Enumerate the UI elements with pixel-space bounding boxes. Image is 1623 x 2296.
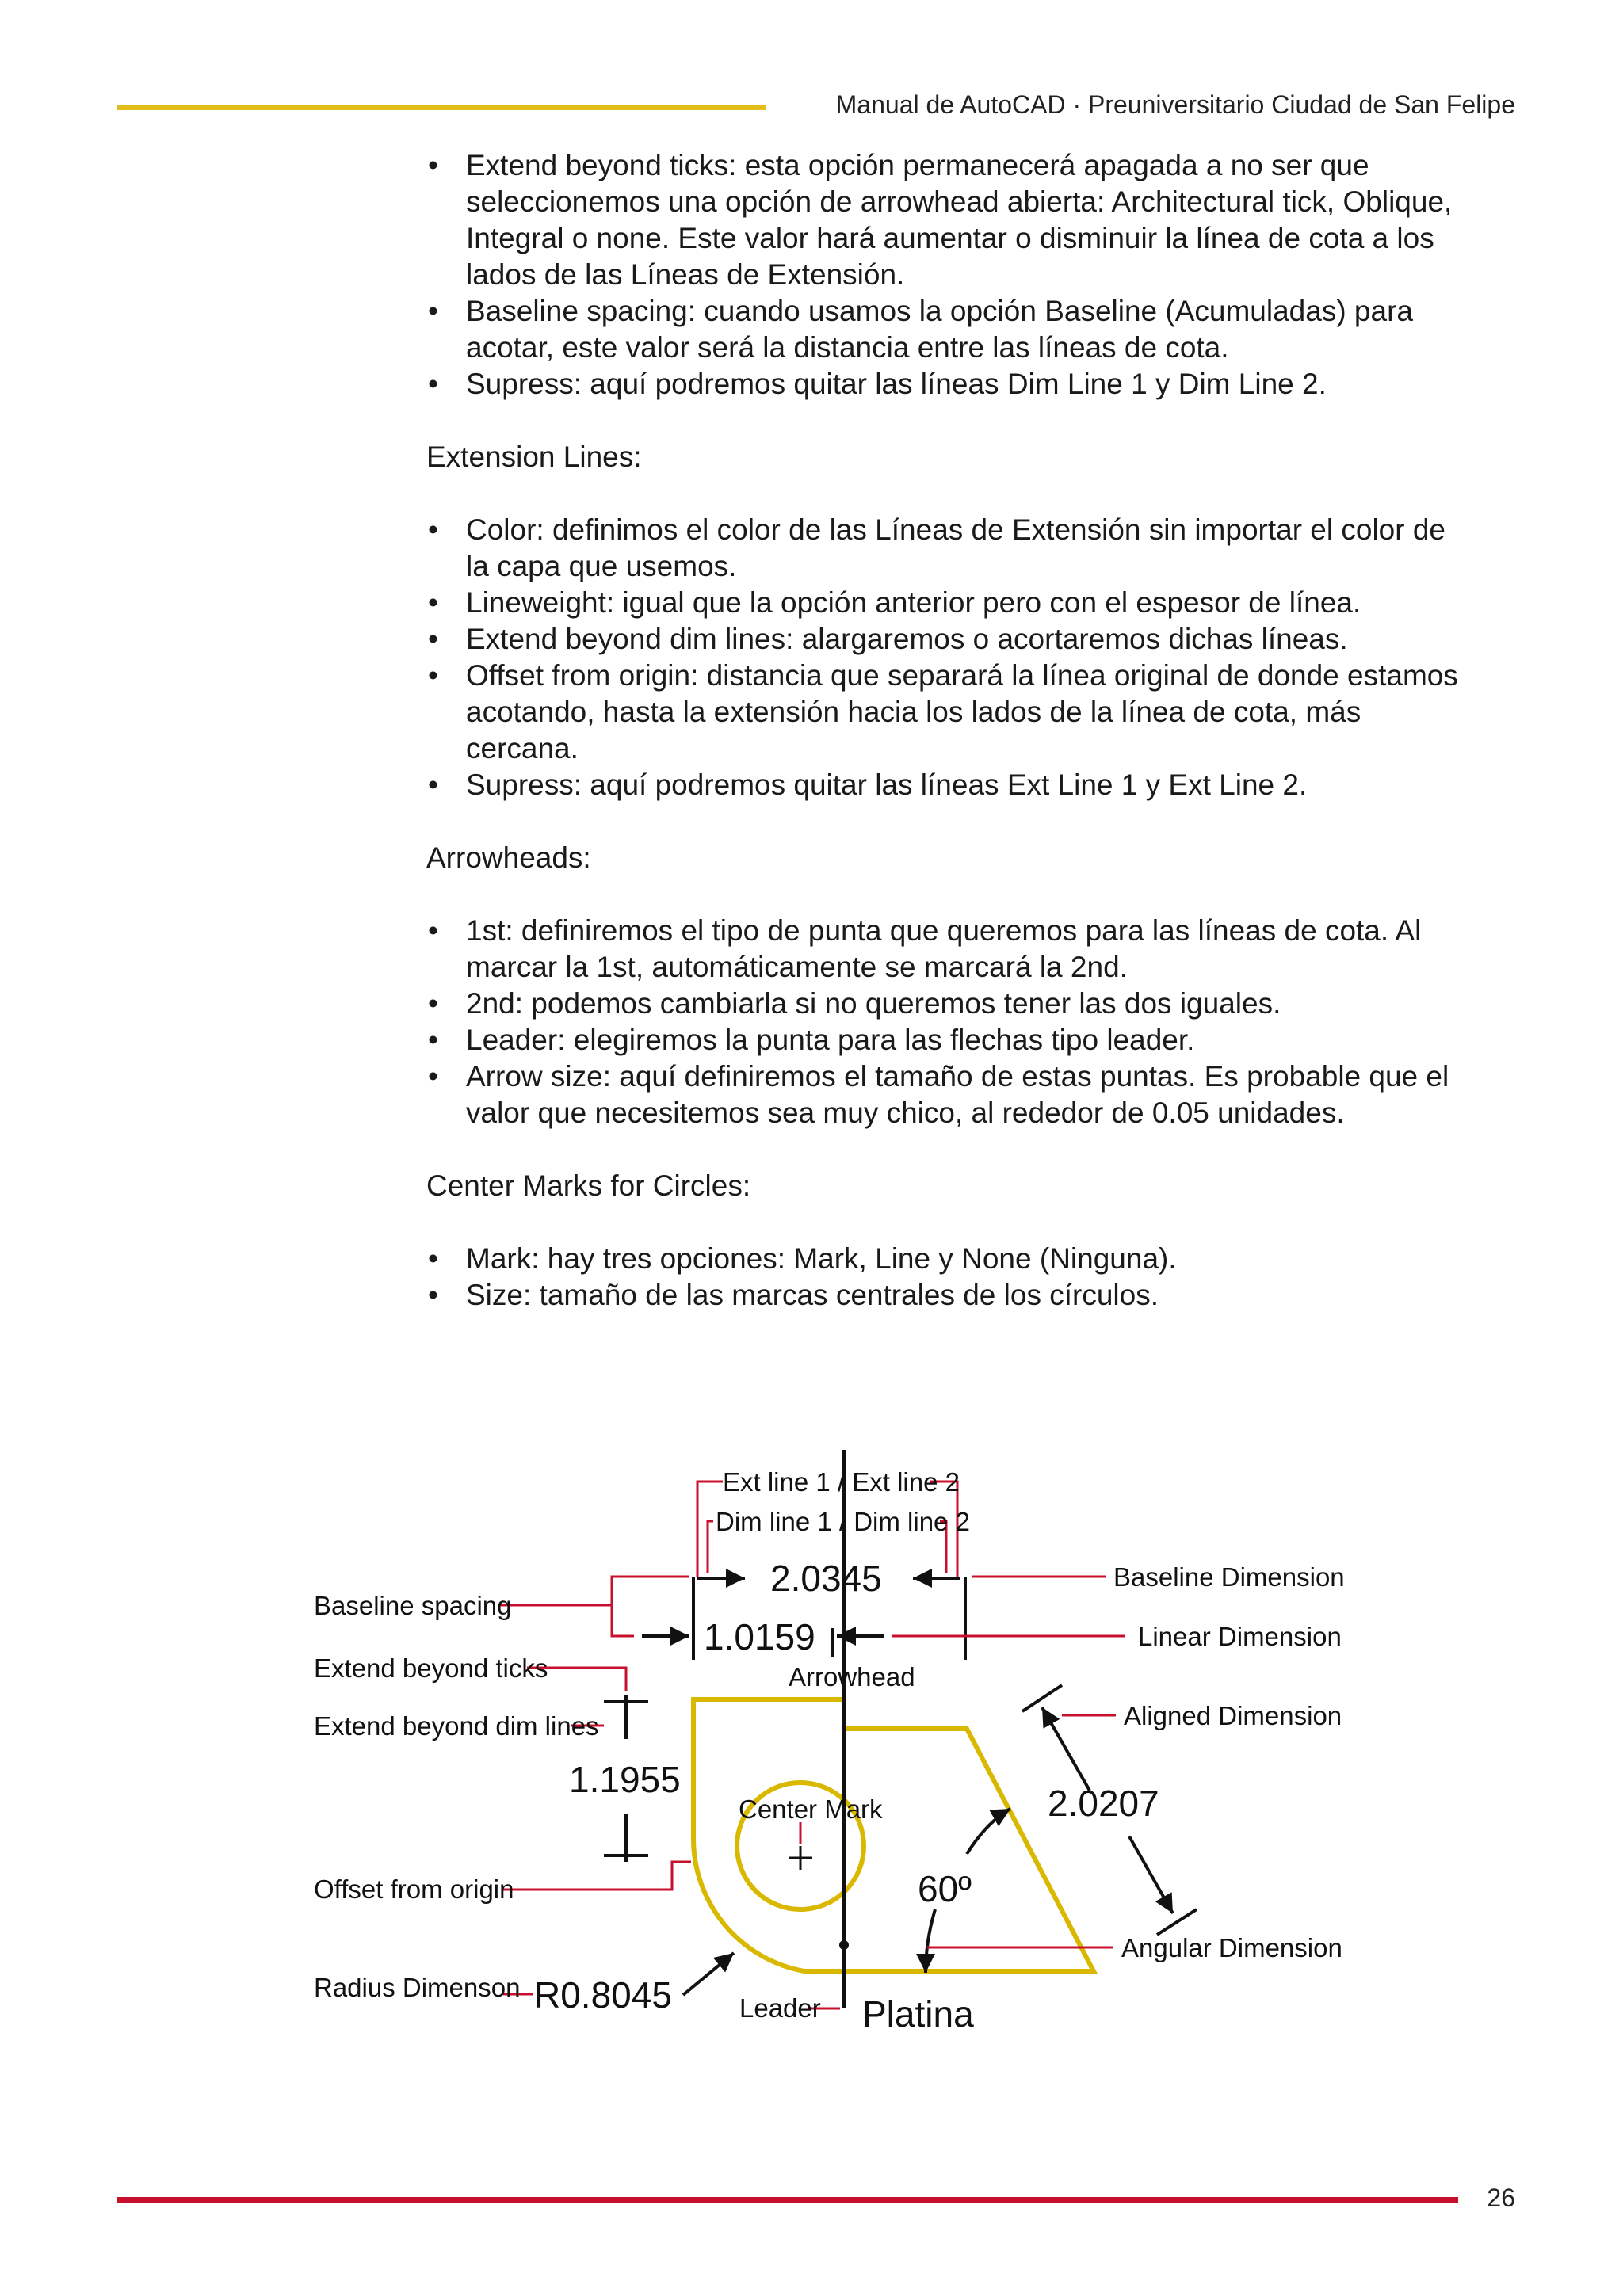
center-mark (789, 1846, 812, 1870)
list-item: • Color: definimos el color de las Líneas de Extensión sin importar el color de la capa que usemos. (426, 512, 1472, 585)
leader-dot (839, 1940, 849, 1950)
label-baseline-dimension: Baseline Dimension (1113, 1562, 1345, 1592)
label-ext-line: Ext line 1 / Ext line 2 (723, 1467, 960, 1497)
arrowheads-list (426, 913, 1472, 1131)
label-extend-beyond-ticks: Extend beyond ticks (314, 1653, 548, 1683)
part-outline (693, 1699, 1094, 1971)
list-item: • Baseline spacing: cuando usamos la opción Baseline (Acumuladas) para acotar, este valor será la distancia entre las líneas de cota. (426, 293, 1472, 366)
label-leader: Leader (739, 1993, 821, 2023)
list-item: • 2nd: podemos cambiarla si no queremos tener las dos iguales. (426, 986, 1472, 1022)
header-title: Manual de AutoCAD · Preuniversitario Ciudad de San Felipe (835, 90, 1515, 119)
list-item: • Offset from origin: distancia que separará la línea original de donde estamos acotando, hasta la extensión hacia los lados de la línea de cota, más cercana. (426, 658, 1472, 767)
list-item: • Extend beyond dim lines: alargaremos o acortaremos dichas líneas. (426, 621, 1472, 658)
list-item: • Lineweight: igual que la opción anterior pero con el espesor de línea. (426, 585, 1472, 621)
list-item: • Arrow size: aquí definiremos el tamaño de estas puntas. Es probable que el valor que necesitemos sea muy chico, al rededor de 0.05 unidades. (426, 1058, 1472, 1131)
label-dim-line: Dim line 1 / Dim line 2 (716, 1507, 970, 1536)
label-baseline-spacing: Baseline spacing (314, 1591, 512, 1620)
label-extend-beyond-dim-lines: Extend beyond dim lines (314, 1711, 599, 1741)
list-item: • Mark: hay tres opciones: Mark, Line y None (Ninguna). (426, 1241, 1472, 1277)
section-title-arrowheads: Arrowheads: (426, 841, 591, 874)
label-aligned-dimension: Aligned Dimension (1124, 1701, 1342, 1730)
page-number: 26 (1487, 2183, 1515, 2212)
header-rule (117, 105, 766, 110)
center-marks-list (426, 1241, 1472, 1314)
label-linear-dimension: Linear Dimension (1138, 1622, 1342, 1651)
label-angular-dimension: Angular Dimension (1121, 1933, 1342, 1962)
list-item: • Leader: elegiremos la punta para las flechas tipo leader. (426, 1022, 1472, 1058)
value-aligned: 2.0207 (1048, 1783, 1159, 1824)
list-item: • Supress: aquí podremos quitar las líneas Dim Line 1 y Dim Line 2. (426, 366, 1472, 402)
label-radius-dimension: Radius Dimenson (314, 1973, 521, 2002)
list-item: • 1st: definiremos el tipo de punta que queremos para las líneas de cota. Al marcar la 1st, automáticamente se marcará la 2nd. (426, 913, 1472, 986)
value-baseline: 2.0345 (770, 1558, 882, 1599)
footer-rule (117, 2197, 1458, 2203)
value-radius: R0.8045 (534, 1974, 672, 2016)
list-item: • Extend beyond ticks: esta opción permanecerá apagada a no ser que seleccionemos una opción de arrowhead abierta: Architectural tick, Oblique, Integral o none. Este valor hará aumentar o disminuir la línea de cota a los lados de las Líneas de Extensión. (426, 147, 1472, 293)
value-linear: 1.0159 (704, 1616, 815, 1657)
value-note: Platina (862, 1993, 974, 2035)
body-text (426, 147, 1472, 1314)
label-center-mark: Center Mark (739, 1794, 883, 1824)
dimension-diagram (0, 1450, 1623, 2068)
value-angle: 60º (918, 1868, 972, 1909)
label-arrowhead: Arrowhead (789, 1662, 915, 1691)
section-title-extension-lines: Extension Lines: (426, 441, 642, 473)
value-vertical: 1.1955 (569, 1759, 681, 1800)
label-offset-from-origin: Offset from origin (314, 1875, 514, 1904)
extension-lines-list (426, 512, 1472, 803)
list-item: • Size: tamaño de las marcas centrales de los círculos. (426, 1277, 1472, 1314)
list-item: • Supress: aquí podremos quitar las líneas Ext Line 1 y Ext Line 2. (426, 767, 1472, 803)
section-title-center-marks: Center Marks for Circles: (426, 1169, 751, 1202)
dim-lines-list (426, 147, 1472, 402)
